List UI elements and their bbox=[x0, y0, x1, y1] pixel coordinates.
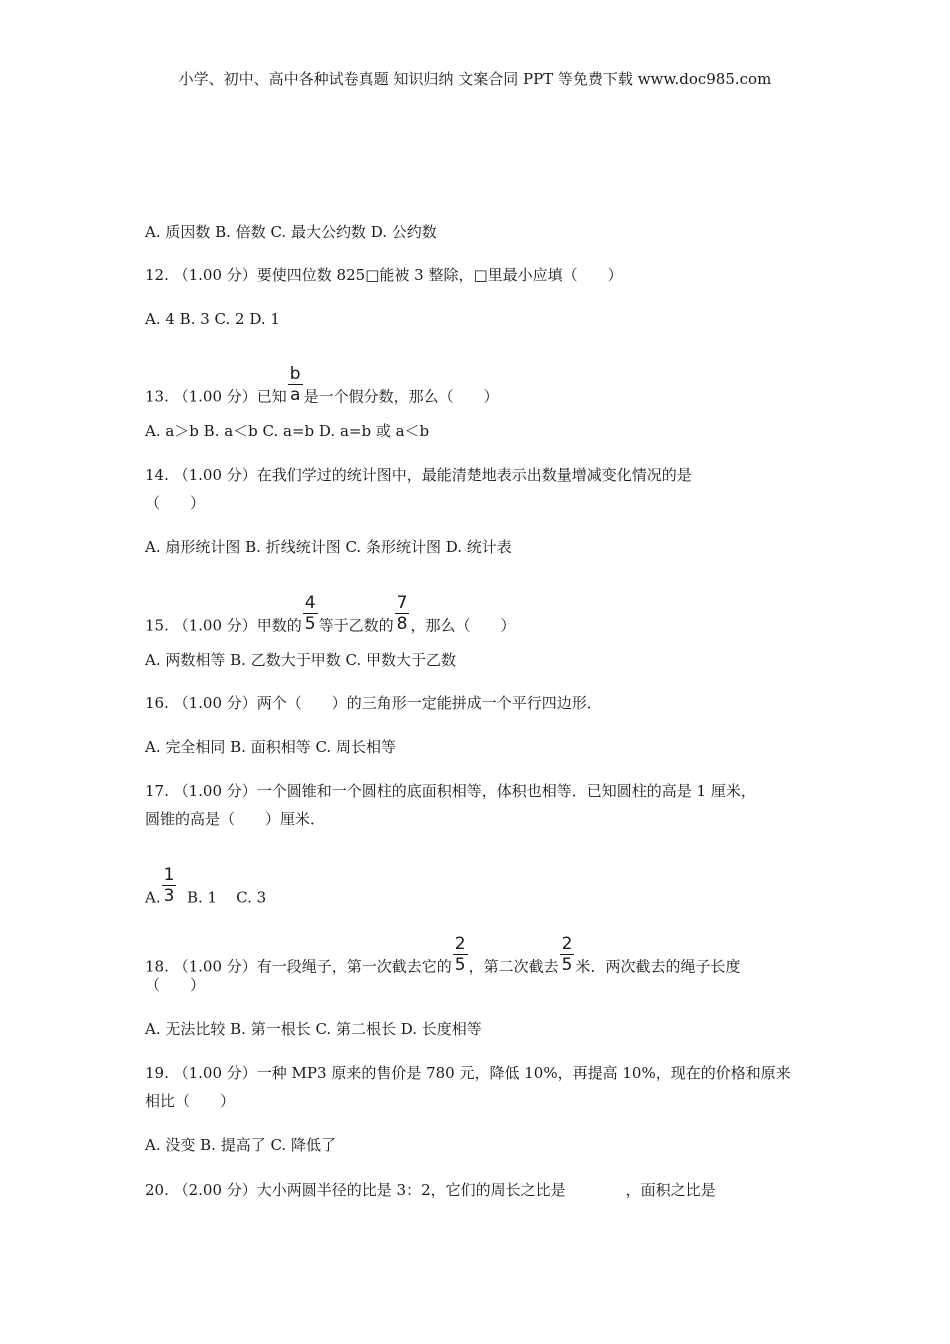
q15-mid: 等于乙数的 bbox=[318, 616, 394, 635]
fraction-denominator: 5 bbox=[454, 955, 466, 975]
q19-stem-cont: 相比（ ） bbox=[145, 1092, 236, 1110]
q16-options: A. 完全相同 B. 面积相等 C. 周长相等 bbox=[145, 738, 396, 756]
q18-stem-cont: （ ） bbox=[145, 976, 206, 994]
q19-stem: 19. （1.00 分）一种 MP3 原来的售价是 780 元，降低 10%，再提高 10%，现在的价格和原来 bbox=[145, 1064, 791, 1082]
q16-stem: 16. （1.00 分）两个（ ）的三角形一定能拼成一个平行四边形． bbox=[145, 694, 602, 712]
q13-options: A. a＞b B. a＜b C. a=b D. a=b 或 a＜b bbox=[145, 422, 430, 440]
fraction-denominator: 5 bbox=[304, 614, 316, 634]
q12-stem: 12. （1.00 分）要使四位数 825□能被 3 整除，□里最小应填（ ） bbox=[145, 266, 623, 284]
q20-stem bbox=[145, 1180, 716, 1200]
fraction-numerator: b bbox=[289, 364, 301, 384]
q12-options: A. 4 B. 3 C. 2 D. 1 bbox=[145, 310, 280, 328]
fraction-numerator: 2 bbox=[454, 934, 466, 954]
q18-fraction-2 bbox=[560, 934, 575, 975]
q15-stem bbox=[145, 593, 516, 647]
q13-post: 是一个假分数，那么（ ） bbox=[303, 387, 499, 406]
q15-fraction-1 bbox=[303, 593, 318, 634]
fraction-numerator: 7 bbox=[396, 593, 408, 613]
q17-fraction bbox=[162, 865, 177, 906]
q18-post: 米．两次截去的绳子长度 bbox=[575, 957, 741, 976]
fraction-denominator: 3 bbox=[163, 886, 175, 906]
page-header: 小学、初中、高中各种试卷真题 知识归纳 文案合同 PPT 等免费下载 www.doc985.com bbox=[178, 70, 772, 88]
q20-pre: 20. （2.00 分）大小两圆半径的比是 3：2，它们的周长之比是 bbox=[145, 1181, 566, 1199]
q17-stem: 17. （1.00 分）一个圆锥和一个圆柱的底面积相等，体积也相等．已知圆柱的高是 1 厘米， bbox=[145, 782, 756, 800]
q17-stem-cont: 圆锥的高是（ ）厘米． bbox=[145, 810, 326, 828]
q14-stem: 14. （1.00 分）在我们学过的统计图中，最能清楚地表示出数量增减变化情况的是 bbox=[145, 466, 692, 484]
q13-fraction bbox=[288, 364, 303, 405]
q18-pre: 18. （1.00 分）有一段绳子，第一次截去它的 bbox=[145, 957, 452, 976]
fraction-denominator: 5 bbox=[561, 955, 573, 975]
fraction-numerator: 4 bbox=[304, 593, 316, 613]
q13-stem bbox=[145, 364, 499, 418]
q17-option-rest: B. 1 C. 3 bbox=[177, 888, 267, 907]
q15-post: ，那么（ ） bbox=[410, 616, 516, 635]
fraction-denominator: a bbox=[289, 385, 301, 405]
fraction-numerator: 1 bbox=[163, 865, 175, 885]
q20-post: ，面积之比是 bbox=[625, 1181, 716, 1199]
q11-options: A. 质因数 B. 倍数 C. 最大公约数 D. 公约数 bbox=[145, 223, 437, 241]
q19-options: A. 没变 B. 提高了 C. 降低了 bbox=[145, 1136, 336, 1154]
q18-fraction-1 bbox=[453, 934, 468, 975]
q15-pre: 15. （1.00 分）甲数的 bbox=[145, 616, 302, 635]
q18-mid: ，第二次截去 bbox=[468, 957, 559, 976]
fraction-denominator: 8 bbox=[396, 614, 408, 634]
q14-stem-cont: （ ） bbox=[145, 494, 206, 512]
q15-options: A. 两数相等 B. 乙数大于甲数 C. 甲数大于乙数 bbox=[145, 651, 456, 669]
q17-option-a-label: A. bbox=[145, 888, 161, 907]
q18-options: A. 无法比较 B. 第一根长 C. 第二根长 D. 长度相等 bbox=[145, 1020, 482, 1038]
q14-options: A. 扇形统计图 B. 折线统计图 C. 条形统计图 D. 统计表 bbox=[145, 538, 512, 556]
fraction-numerator: 2 bbox=[561, 934, 573, 954]
q17-options bbox=[145, 865, 267, 919]
q13-pre: 13. （1.00 分）已知 bbox=[145, 387, 287, 406]
q15-fraction-2 bbox=[395, 593, 410, 634]
q18-stem bbox=[145, 934, 741, 988]
